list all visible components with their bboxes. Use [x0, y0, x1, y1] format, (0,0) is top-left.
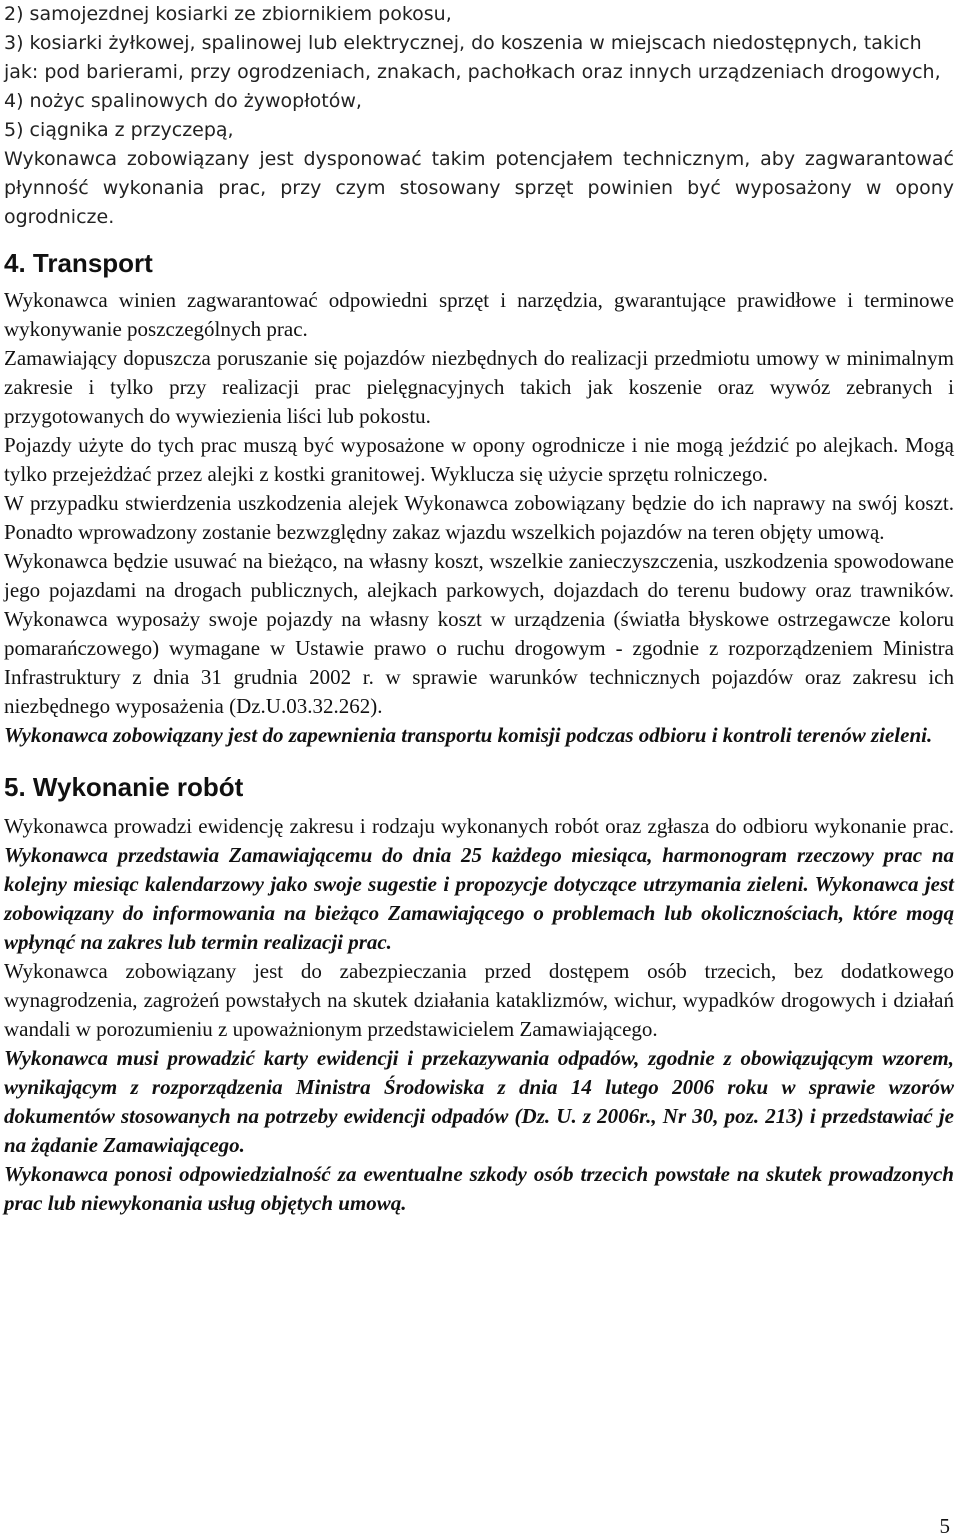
document-page: [4, 0, 954, 1218]
paragraph-bold: Wykonawca musi prowadzić karty ewidencji i przekazywania odpadów, zgodnie z obowiązującym wzorem, wynikającym z rozporządzenia Ministra Środowiska z dnia 14 lutego 2006 roku w sprawie wzorów dokumentów stosowanych na potrzeby ewidencji odpadów (Dz. U. z 2006r., Nr 30, poz. 213) i przedstawiać je na żądanie Zamawiającego.: [4, 1046, 954, 1157]
paragraph-bold: Wykonawca zobowiązany jest do zapewnienia transportu komisji podczas odbioru i kontroli terenów zieleni.: [4, 723, 933, 747]
section-heading-transport: 4. Transport: [4, 248, 153, 278]
paragraph: Zamawiający dopuszcza poruszanie się pojazdów niezbędnych do realizacji przedmiotu umowy w minimalnym zakresie i tylko przy realizacji prac pielęgnacyjnych takich jak koszenie oraz wywóz zebranych i przygotowanych do wywiezienia liści lub pokostu.: [4, 346, 954, 428]
intro-paragraph: Wykonawca zobowiązany jest dysponować takim potencjałem technicznym, aby zagwarantować płynność wykonania prac, przy czym stosowany sprzęt powinien być wyposażony w opony ogrodnicze.: [4, 148, 954, 228]
paragraph: W przypadku stwierdzenia uszkodzenia alejek Wykonawca zobowiązany będzie do ich naprawy na swój koszt. Ponadto wprowadzony zostanie bezwzględny zakaz wjazdu wszelkich pojazdów na teren objęty umową.: [4, 491, 954, 544]
paragraph-bold-text: Wykonawca przedstawia Zamawiającemu do dnia 25 każdego miesiąca, harmonogram rzeczowy prac na kolejny miesiąc kalendarzowy jako swoje sugestie i propozycje dotyczące utrzymania zieleni. Wykonawca jest zobowiązany do informowania na bieżąco Zamawiającego o problemach lub okolicznościach, które mogą wpłynąć na zakres lub termin realizacji prac.: [4, 843, 954, 954]
list-item: 2) samojezdnej kosiarki ze zbiornikiem pokosu,: [4, 3, 452, 25]
list-item: 3) kosiarki żyłkowej, spalinowej lub elektrycznej, do koszenia w miejscach niedostępnych, takich jak: pod barierami, przy ogrodzeniach, znakach, pachołkach oraz innych urządzeniach drogowych,: [4, 32, 941, 83]
section-heading-execution: 5. Wykonanie robót: [4, 772, 244, 802]
paragraph: Pojazdy użyte do tych prac muszą być wyposażone w opony ogrodnicze i nie mogą jeździć po alejkach. Mogą tylko przejeżdżać przez alejki z kostki granitowej. Wyklucza się użycie sprzętu rolniczego.: [4, 433, 954, 486]
paragraph: Wykonawca zobowiązany jest do zabezpieczania przed dostępem osób trzecich, bez dodatkowego wynagrodzenia, zagrożeń powstałych na skutek działania kataklizmów, wichur, wypadków drogowych i działań wandali w porozumieniu z upoważnionym przedstawicielem Zamawiającego.: [4, 959, 954, 1041]
list-item: 4) nożyc spalinowych do żywopłotów,: [4, 90, 362, 112]
paragraph-text: Wykonawca prowadzi ewidencję zakresu i rodzaju wykonanych robót oraz zgłasza do odbioru wykonanie prac.: [4, 814, 954, 838]
paragraph: Wykonawca będzie usuwać na bieżąco, na własny koszt, wszelkie zanieczyszczenia, uszkodzenia spowodowane jego pojazdami na drogach publicznych, alejkach parkowych, dojazdach do terenu budowy oraz trawników. Wykonawca wyposaży swoje pojazdy na własny koszt w urządzenia (światła błyskowe ostrzegawcze koloru pomarańczowego) wymagane w Ustawie prawo o ruchu drogowym - zgodnie z rozporządzeniem Ministra Infrastruktury z dnia 31 grudnia 2002 r. w sprawie warunków technicznych pojazdów oraz zakresu ich niezbędnego wyposażenia (Dz.U.03.32.262).: [4, 549, 954, 718]
page-number: 5: [939, 1514, 950, 1538]
equipment-list: [4, 0, 954, 145]
paragraph-bold: Wykonawca ponosi odpowiedzialność za ewentualne szkody osób trzecich powstałe na skutek prowadzonych prac lub niewykonania usług objętych umową.: [4, 1162, 954, 1215]
paragraph: Wykonawca winien zagwarantować odpowiedni sprzęt i narzędzia, gwarantujące prawidłowe i terminowe wykonywanie poszczególnych prac.: [4, 288, 954, 341]
paragraph: [4, 812, 954, 957]
list-item: 5) ciągnika z przyczepą,: [4, 119, 234, 141]
